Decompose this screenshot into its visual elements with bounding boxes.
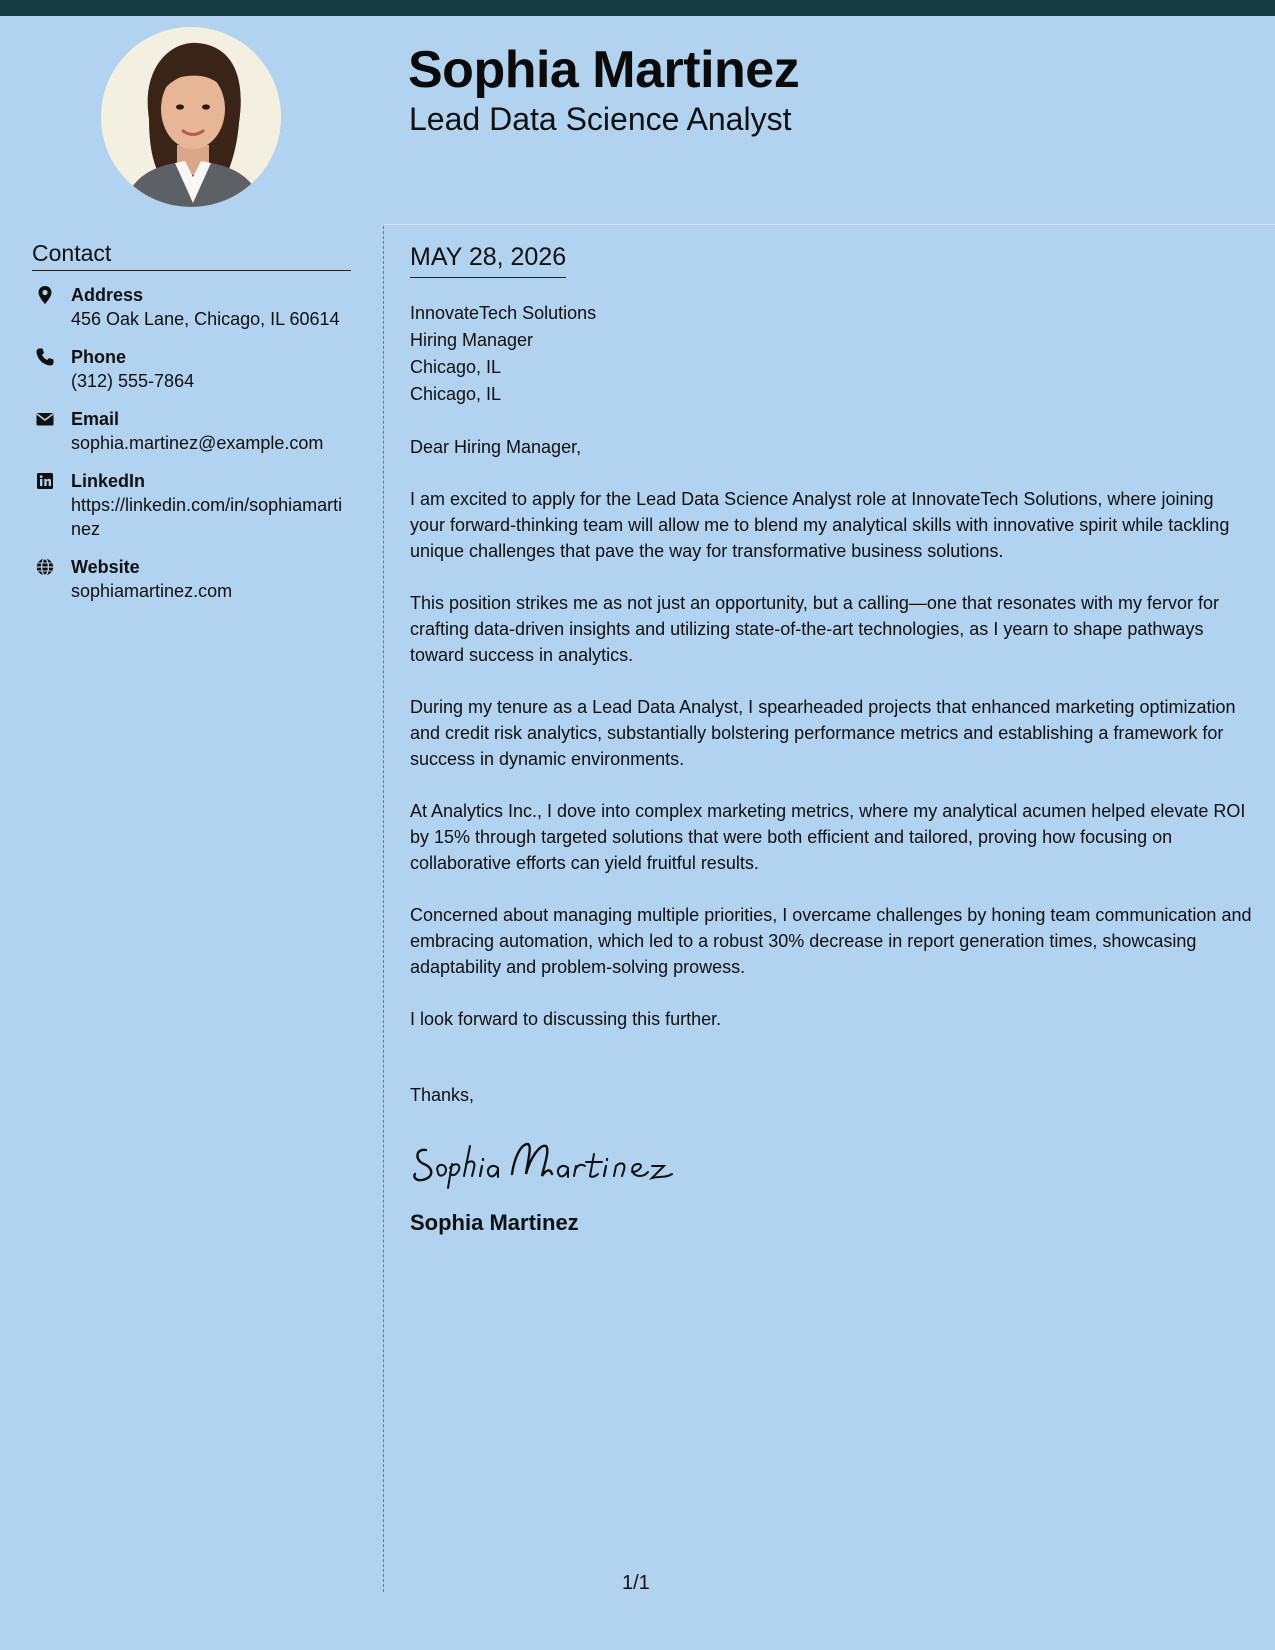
- letter-date: MAY 28, 2026: [410, 240, 566, 278]
- letter-paragraph: During my tenure as a Lead Data Analyst, I spearheaded projects that enhanced marketing optimization and credit risk analytics, substantially bolstering performance metrics and establishing a framework for success in dynamic environments.: [410, 697, 1236, 769]
- job-title: Lead Data Science Analyst: [409, 101, 792, 137]
- contact-label: Website: [71, 557, 140, 577]
- recipient-city: Chicago, IL: [410, 384, 502, 404]
- recipient-block: [410, 300, 1252, 408]
- letter-paragraph: Concerned about managing multiple priorities, I overcame challenges by honing team communication and embracing automation, which led to a robust 30% decrease in report generation times, showcasing adaptability and problem-solving prowess.: [410, 905, 1252, 977]
- handwritten-signature: [410, 1130, 710, 1190]
- letter-paragraph: I am excited to apply for the Lead Data Science Analyst role at InnovateTech Solutions, where joining your forward-thinking team will allow me to blend my analytical skills with innovative spirit while tackling unique challenges that pave the way for transformative business solutions.: [410, 489, 1230, 561]
- address-value: 456 Oak Lane, Chicago, IL 60614: [71, 309, 340, 329]
- phone-icon: [35, 347, 55, 367]
- globe-icon: [35, 557, 55, 577]
- contact-email: [32, 407, 351, 455]
- salutation: Dear Hiring Manager,: [410, 437, 582, 457]
- header-rule: [384, 224, 1275, 225]
- contact-website: [32, 555, 351, 603]
- letter-paragraph: This position strikes me as not just an opportunity, but a calling—one that resonates with my fervor for crafting data-driven insights and utilizing state-of-the-art technologies, as I yearn to shape pathways toward success in analytics.: [410, 593, 1220, 665]
- contact-label: Address: [71, 285, 144, 305]
- contact-list: [32, 283, 351, 603]
- candidate-name: Sophia Martinez: [408, 41, 800, 99]
- email-value[interactable]: sophia.martinez@example.com: [71, 433, 324, 453]
- recipient-city: Chicago, IL: [410, 357, 502, 377]
- phone-value: (312) 555-7864: [71, 371, 195, 391]
- linkedin-icon: [35, 471, 55, 491]
- recipient-title: Hiring Manager: [410, 330, 534, 350]
- signed-name: Sophia Martinez: [410, 1210, 579, 1235]
- recipient-company: InnovateTech Solutions: [410, 303, 597, 323]
- envelope-icon: [35, 409, 55, 429]
- letter-paragraph: At Analytics Inc., I dove into complex marketing metrics, where my analytical acumen helped elevate ROI by 15% through targeted solutions that were both efficient and tailored, proving how focusing on collaborative efforts can yield fruitful results.: [410, 801, 1246, 873]
- page-number: 1/1: [622, 1572, 650, 1594]
- contact-address: [32, 283, 351, 331]
- cover-letter: [410, 240, 1252, 1236]
- website-value[interactable]: sophiamartinez.com: [71, 581, 233, 601]
- avatar: [101, 27, 281, 207]
- linkedin-value[interactable]: https://linkedin.com/in/sophiamartinez: [71, 495, 343, 539]
- contact-phone: [32, 345, 351, 393]
- contact-label: Email: [71, 409, 120, 429]
- letter-paragraph: I look forward to discussing this further.: [410, 1009, 722, 1029]
- contact-label: Phone: [71, 347, 127, 367]
- top-bar: [0, 0, 1275, 16]
- map-pin-icon: [35, 285, 55, 305]
- contact-sidebar: [32, 240, 351, 617]
- contact-heading: Contact: [32, 240, 351, 271]
- closing: Thanks,: [410, 1085, 475, 1105]
- contact-label: LinkedIn: [71, 471, 146, 491]
- contact-linkedin: [32, 469, 351, 541]
- column-divider: [383, 226, 384, 1592]
